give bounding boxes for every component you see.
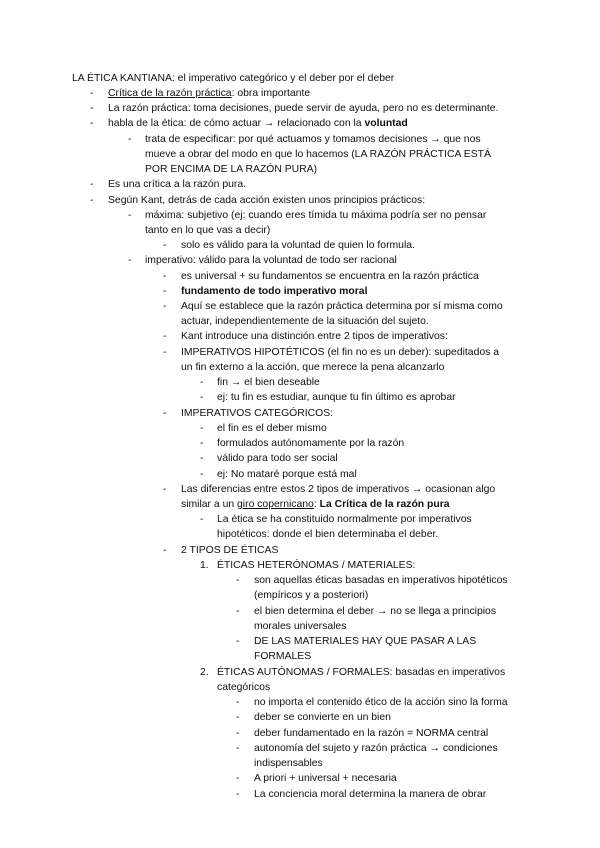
bullet: - (236, 712, 240, 723)
list-item: solo es válido para la voluntad de quien lo formula. (181, 240, 415, 251)
bullet: - (236, 575, 240, 586)
bullet: - (236, 728, 240, 739)
bullet: - (163, 331, 167, 342)
bullet: - (128, 134, 132, 145)
list-item: 2 TIPOS DE ÉTICAS (181, 545, 279, 556)
bullet: - (163, 301, 167, 312)
list-item-continuation: morales universales (254, 621, 347, 632)
underlined-text: giro copernicano (237, 499, 314, 510)
list-item: máxima: subjetivo (ej: cuando eres tímida tu máxima podría ser no pensar (145, 210, 487, 221)
bullet: - (200, 453, 204, 464)
list-item: es universal + su fundamentos se encuentra en la razón práctica (181, 271, 479, 282)
list-item: ÉTICAS AUTÓNOMAS / FORMALES: basadas en imperativos (217, 667, 506, 678)
list-item: ej: No mataré porque está mal (217, 469, 357, 480)
list-item: válido para todo ser social (217, 453, 338, 464)
list-item-text: habla de la ética: de cómo actuar → relacionado con la (108, 118, 365, 129)
bullet: - (90, 118, 94, 129)
list-item: Es una crítica a la razón pura. (108, 179, 247, 190)
bullet: - (90, 88, 94, 99)
book-title-link-text: Crítica de la razón práctica (108, 88, 232, 99)
list-item-continuation: actuar, independientemente de la situación del sujeto. (181, 316, 429, 327)
bullet: - (200, 423, 204, 434)
list-item: trata de especificar: por qué actuamos y tomamos decisiones → que nos (145, 134, 481, 145)
list-item: fin → el bien deseable (217, 377, 320, 388)
list-item-continuation: tanto en lo que vas a decir) (145, 225, 271, 236)
list-item: La razón práctica: toma decisiones, puede servir de ayuda, pero no es determinante. (108, 103, 499, 114)
list-item (108, 117, 408, 131)
list-number: 2. (200, 667, 209, 678)
list-item-text: : (313, 499, 320, 510)
list-item: La ética se ha constituido normalmente por imperativos (217, 514, 472, 525)
list-item: son aquellas éticas basadas en imperativos hipotéticos (254, 575, 508, 586)
list-item: DE LAS MATERIALES HAY QUE PASAR A LAS (254, 636, 477, 647)
list-item: el bien determina el deber → no se llega a principios (254, 606, 497, 617)
list-item: Kant introduce una distinción entre 2 tipos de imperativos: (181, 331, 448, 342)
list-item: ÉTICAS HETERÓNOMAS / MATERIALES: (217, 560, 416, 571)
bullet: - (163, 271, 167, 282)
bold-text: voluntad (364, 118, 408, 129)
bullet: - (163, 408, 167, 419)
list-item: ej: tu fin es estudiar, aunque tu fin último es aprobar (217, 392, 456, 403)
list-item: imperativo: válido para la voluntad de todo ser racional (145, 255, 397, 266)
bullet: - (163, 545, 167, 556)
list-item-continuation: hipotéticos: donde el bien determinaba el deber. (217, 529, 439, 540)
bullet: - (200, 377, 204, 388)
bullet: - (163, 240, 167, 251)
list-item-continuation: indispensables (254, 758, 323, 769)
list-item-continuation: un fin externo a la acción, que merece la pena alcanzarlo (181, 362, 445, 373)
bullet: - (90, 103, 94, 114)
list-item: Según Kant, detrás de cada acción existen unos principios prácticos: (108, 195, 426, 206)
list-item: Las diferencias entre estos 2 tipos de imperativos → ocasionan algo (181, 484, 496, 495)
bullet: - (163, 347, 167, 358)
list-item-continuation (181, 498, 450, 512)
list-item: autonomía del sujeto y razón práctica → condiciones (254, 743, 498, 754)
bullet: - (163, 286, 167, 297)
list-item: no importa el contenido ético de la acción sino la forma (254, 697, 508, 708)
bullet: - (236, 789, 240, 800)
bullet: - (236, 606, 240, 617)
list-item: deber fundamentado en la razón = NORMA central (254, 728, 489, 739)
bullet: - (200, 438, 204, 449)
list-item-continuation: FORMALES (254, 651, 312, 662)
list-item: fundamento de todo imperativo moral (181, 286, 368, 297)
bold-text: La Crítica de la razón pura (319, 499, 450, 510)
list-item (108, 87, 310, 101)
bullet: - (90, 179, 94, 190)
list-item: formulados autónomamente por la razón (217, 438, 405, 449)
list-item: IMPERATIVOS CATEGÓRICOS: (181, 408, 334, 419)
bullet: - (128, 255, 132, 266)
bullet: - (236, 773, 240, 784)
bullet: - (200, 514, 204, 525)
page-title: LA ÉTICA KANTIANA: el imperativo categórico y el deber por el deber (72, 73, 395, 84)
list-item-text: similar a un (181, 499, 238, 510)
list-item: IMPERATIVOS HIPOTÉTICOS (el fin no es un deber): supeditados a (181, 347, 500, 358)
list-item-continuation: POR ENCIMA DE LA RAZÓN PURA) (145, 164, 318, 175)
list-item: La conciencia moral determina la manera de obrar (254, 789, 487, 800)
list-item-continuation: categóricos (217, 682, 271, 693)
bullet: - (236, 697, 240, 708)
list-item-continuation: mueve a obrar del modo en que lo hacemos (LA RAZÓN PRÁCTICA ESTÁ (145, 149, 491, 160)
bullet: - (200, 469, 204, 480)
bullet: - (128, 210, 132, 221)
bullet: - (236, 636, 240, 647)
bullet: - (200, 392, 204, 403)
list-item: el fin es el deber mismo (217, 423, 327, 434)
list-item-text: : obra importante (231, 88, 311, 99)
bullet: - (236, 743, 240, 754)
list-item: deber se convierte en un bien (254, 712, 391, 723)
list-number: 1. (200, 560, 209, 571)
bullet: - (90, 195, 94, 206)
list-item: Aquí se establece que la razón práctica determina por sí misma como (181, 301, 503, 312)
list-item: A priori + universal + necesaria (254, 773, 397, 784)
bullet: - (163, 484, 167, 495)
list-item-continuation: (empíricos y a posteriori) (254, 590, 369, 601)
